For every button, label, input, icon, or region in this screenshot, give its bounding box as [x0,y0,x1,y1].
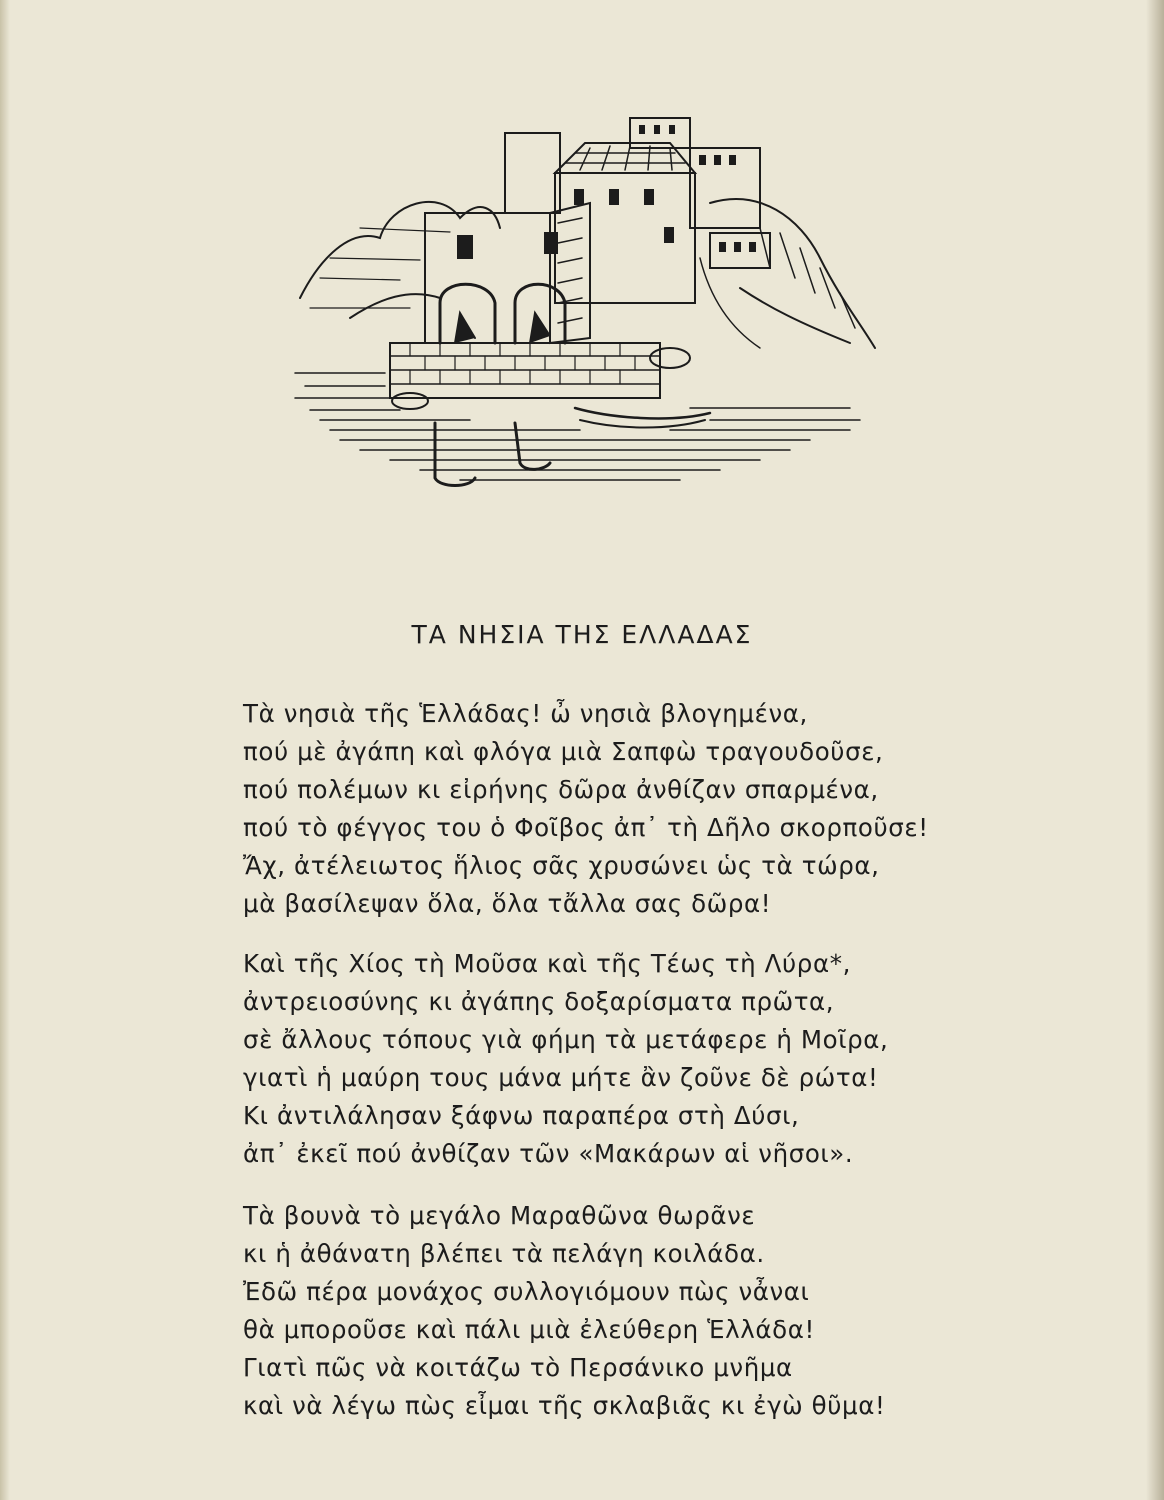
page-edge-right [1146,0,1164,1500]
poem-line: Τὰ βουνὰ τὸ μεγάλο Μαραθῶνα θωρᾶνε [243,1201,756,1230]
poem-title: ΤΑ ΝΗΣΙΑ ΤΗΣ ΕΛΛΑΔΑΣ [411,620,753,649]
poem-line: πού τὸ φέγγος του ὁ Φοῖβος ἀπ᾽ τὴ Δῆλο σκορποῦσε! [243,813,929,842]
poem-line: πού πολέμων κι εἰρήνης δῶρα ἀνθίζαν σπαρμένα, [243,775,879,804]
stanza-2 [243,945,1003,1173]
poem-line: κι ἡ ἀθάνατη βλέπει τὰ πελάγη κοιλάδα. [243,1239,765,1268]
poem-line: Κι ἀντιλάλησαν ξάφνω παραπέρα στὴ Δύσι, [243,1101,800,1130]
poem-line: Καὶ τῆς Χίος τὴ Μοῦσα καὶ τῆς Τέως τὴ Λύρα*, [243,949,851,978]
poem-line: ἀντρειοσύνης κι ἀγάπης δοξαρίσματα πρῶτα, [243,987,835,1016]
poem-line: γιατὶ ἡ μαύρη τους μάνα μήτε ἂν ζοῦνε δὲ ρώτα! [243,1063,879,1092]
stanza-1 [243,695,1003,923]
poem-line: Τὰ νησιὰ τῆς Ἑλλάδας! ὦ νησιὰ βλογημένα, [243,699,808,728]
poem-line: καὶ νὰ λέγω πὼς εἶμαι τῆς σκλαβιᾶς κι ἐγὼ θῦμα! [243,1391,886,1420]
poem-line: ἀπ᾽ ἐκεῖ πού ἀνθίζαν τῶν «Μακάρων αἱ νῆσοι». [243,1139,854,1168]
poem-line: Γιατὶ πῶς νὰ κοιτάζω τὸ Περσάνικο μνῆμα [243,1353,793,1382]
poem-line: πού μὲ ἀγάπη καὶ φλόγα μιὰ Σαπφὼ τραγουδοῦσε, [243,737,884,766]
stanza-3 [243,1197,1003,1425]
poem-line: θὰ μποροῦσε καὶ πάλι μιὰ ἐλεύθερη Ἑλλάδα! [243,1315,815,1344]
poem-line: Ἄχ, ἀτέλειωτος ἥλιος σᾶς χρυσώνει ὡς τὰ τώρα, [243,851,880,880]
page-edge-left [0,0,10,1500]
poem-line: μὰ βασίλεψαν ὅλα, ὅλα τἄλλα σας δῶρα! [243,889,772,918]
poem-line: Ἐδῶ πέρα μονάχος συλλογιόμουν πὼς νἆναι [243,1277,810,1306]
island-houses-engraving-icon [290,108,880,498]
poem-line: σὲ ἄλλους τόπους γιὰ φήμη τὰ μετάφερε ἡ Μοῖρα, [243,1025,889,1054]
